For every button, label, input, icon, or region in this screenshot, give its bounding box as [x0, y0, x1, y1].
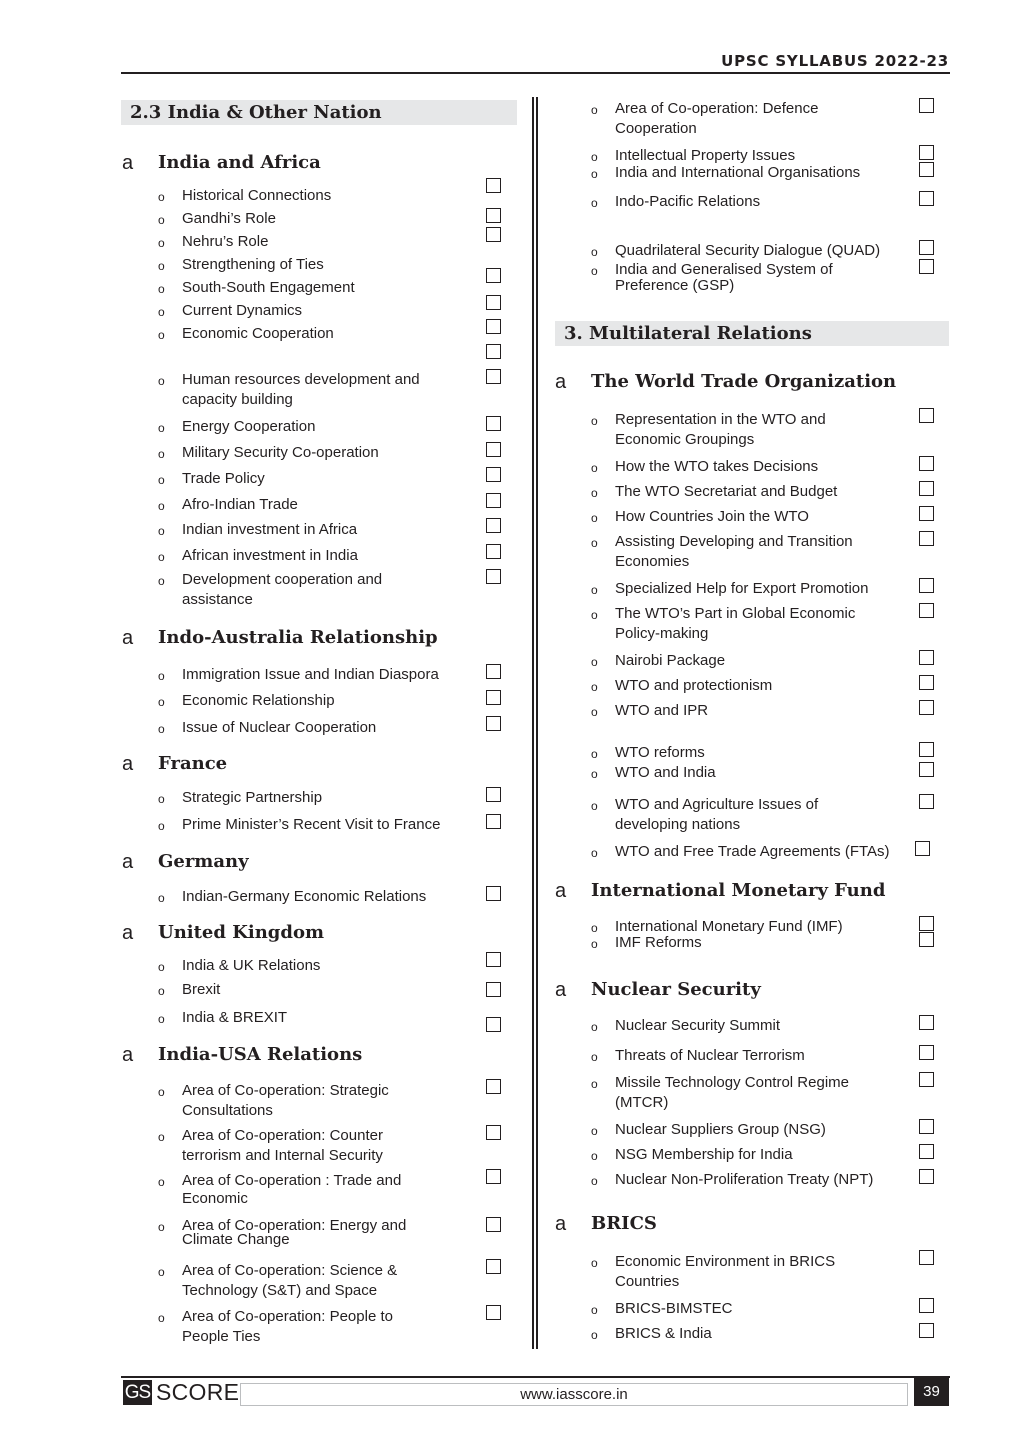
- checkbox[interactable]: [486, 952, 501, 967]
- heading-marker: a: [555, 1213, 567, 1235]
- checkbox[interactable]: [486, 1079, 501, 1094]
- checkbox[interactable]: [486, 1259, 501, 1274]
- checkbox[interactable]: [486, 442, 501, 457]
- bullet-icon: o: [591, 583, 598, 597]
- bullet-icon: o: [158, 722, 165, 736]
- bullet-icon: o: [591, 461, 598, 475]
- checkbox[interactable]: [486, 1217, 501, 1232]
- checkbox[interactable]: [919, 675, 934, 690]
- bullet-icon: o: [591, 705, 598, 719]
- section-title-multilateral-relations: 3. Multilateral Relations: [555, 321, 949, 346]
- bullet-icon: o: [591, 511, 598, 525]
- bullet-icon: o: [591, 767, 598, 781]
- checkbox[interactable]: [486, 569, 501, 584]
- heading-text: India and Africa: [158, 152, 321, 173]
- bullet-icon: o: [158, 695, 165, 709]
- checkbox[interactable]: [919, 603, 934, 618]
- checkbox[interactable]: [486, 268, 501, 283]
- bullet-icon: o: [158, 421, 165, 435]
- heading-text: BRICS: [591, 1213, 657, 1234]
- bullet-icon: o: [158, 574, 165, 588]
- checkbox[interactable]: [919, 1045, 934, 1060]
- logo-score-text: SCORE: [156, 1379, 240, 1405]
- bullet-icon: o: [591, 414, 598, 428]
- checkbox[interactable]: [486, 467, 501, 482]
- checkbox[interactable]: [919, 1015, 934, 1030]
- footer-divider: [121, 1376, 950, 1378]
- bullet-icon: o: [591, 264, 598, 278]
- bullet-icon: o: [591, 486, 598, 500]
- bullet-icon: o: [158, 819, 165, 833]
- bullet-icon: o: [158, 669, 165, 683]
- bullet-icon: o: [591, 167, 598, 181]
- bullet-icon: o: [591, 245, 598, 259]
- checkbox[interactable]: [486, 518, 501, 533]
- bullet-icon: o: [158, 259, 165, 273]
- heading-marker: a: [555, 880, 567, 902]
- column-divider: [532, 97, 538, 1349]
- checkbox[interactable]: [919, 1144, 934, 1159]
- bullet-icon: o: [591, 1149, 598, 1163]
- bullet-icon: o: [158, 1311, 165, 1325]
- checkbox[interactable]: [919, 259, 934, 274]
- checkbox[interactable]: [919, 1323, 934, 1338]
- bullet-icon: o: [158, 305, 165, 319]
- bullet-icon: o: [591, 1328, 598, 1342]
- checkbox[interactable]: [486, 344, 501, 359]
- checkbox[interactable]: [486, 208, 501, 223]
- bullet-icon: o: [158, 960, 165, 974]
- bullet-icon: o: [158, 282, 165, 296]
- bullet-icon: o: [591, 1303, 598, 1317]
- checkbox[interactable]: [486, 814, 501, 829]
- checkbox[interactable]: [919, 1169, 934, 1184]
- bullet-icon: o: [158, 447, 165, 461]
- bullet-icon: o: [158, 190, 165, 204]
- bullet-icon: o: [591, 1174, 598, 1188]
- checkbox[interactable]: [919, 742, 934, 757]
- checkbox[interactable]: [486, 1125, 501, 1140]
- bullet-icon: o: [591, 921, 598, 935]
- bullet-icon: o: [158, 891, 165, 905]
- checkbox[interactable]: [486, 1305, 501, 1320]
- bullet-icon: o: [158, 236, 165, 250]
- checkbox[interactable]: [919, 408, 934, 423]
- bullet-icon: o: [591, 150, 598, 164]
- checkbox[interactable]: [486, 319, 501, 334]
- bullet-icon: o: [591, 1124, 598, 1138]
- bullet-icon: o: [591, 655, 598, 669]
- bullet-icon: o: [158, 1130, 165, 1144]
- heading-text: The World Trade Organization: [591, 371, 897, 392]
- logo-gs-mark: GS: [124, 1382, 151, 1403]
- heading-text: Germany: [158, 851, 249, 872]
- bullet-icon: o: [158, 328, 165, 342]
- bullet-icon: o: [591, 846, 598, 860]
- bullet-icon: o: [591, 1020, 598, 1034]
- bullet-icon: o: [158, 1012, 165, 1026]
- checkbox[interactable]: [486, 369, 501, 384]
- checkbox[interactable]: [919, 1119, 934, 1134]
- checkbox[interactable]: [486, 295, 501, 310]
- checkbox[interactable]: [486, 416, 501, 431]
- bullet-icon: o: [591, 747, 598, 761]
- bullet-icon: o: [158, 984, 165, 998]
- checkbox[interactable]: [919, 191, 934, 206]
- bullet-icon: o: [158, 1220, 165, 1234]
- checkbox[interactable]: [486, 178, 501, 193]
- bullet-icon: o: [591, 536, 598, 550]
- checkbox[interactable]: [919, 531, 934, 546]
- bullet-icon: o: [591, 937, 598, 951]
- bullet-icon: o: [158, 792, 165, 806]
- heading-marker: a: [122, 851, 134, 873]
- checkbox[interactable]: [486, 493, 501, 508]
- bullet-icon: o: [591, 1077, 598, 1091]
- bullet-icon: o: [158, 1085, 165, 1099]
- heading-marker: a: [555, 371, 567, 393]
- bullet-icon: o: [591, 1256, 598, 1270]
- checkbox[interactable]: [486, 690, 501, 705]
- heading-marker: a: [555, 979, 567, 1001]
- bullet-icon: o: [591, 1050, 598, 1064]
- bullet-icon: o: [591, 196, 598, 210]
- bullet-icon: o: [591, 103, 598, 117]
- checkbox[interactable]: [919, 650, 934, 665]
- heading-text: Indo-Australia Relationship: [158, 627, 438, 648]
- checkbox[interactable]: [919, 162, 934, 177]
- website-url[interactable]: www.iasscore.in: [240, 1383, 908, 1406]
- checkbox[interactable]: [915, 841, 930, 856]
- checkbox[interactable]: [486, 886, 501, 901]
- checkbox[interactable]: [486, 982, 501, 997]
- checkbox[interactable]: [486, 1017, 501, 1032]
- checkbox[interactable]: [486, 787, 501, 802]
- heading-text: France: [158, 753, 228, 774]
- heading-marker: a: [122, 152, 134, 174]
- checkbox[interactable]: [919, 1072, 934, 1087]
- checkbox[interactable]: [486, 716, 501, 731]
- checkbox[interactable]: [486, 227, 501, 242]
- checkbox[interactable]: [919, 578, 934, 593]
- bullet-icon: o: [158, 374, 165, 388]
- heading-marker: a: [122, 922, 134, 944]
- bullet-icon: o: [158, 499, 165, 513]
- bullet-icon: o: [591, 608, 598, 622]
- heading-text: International Monetary Fund: [591, 880, 886, 901]
- checkbox[interactable]: [919, 932, 934, 947]
- checkbox[interactable]: [919, 794, 934, 809]
- bullet-icon: o: [158, 1265, 165, 1279]
- bullet-icon: o: [158, 213, 165, 227]
- heading-text: United Kingdom: [158, 922, 325, 943]
- bullet-icon: o: [591, 680, 598, 694]
- checkbox[interactable]: [919, 700, 934, 715]
- checkbox[interactable]: [919, 456, 934, 471]
- page-header-title: UPSC SYLLABUS 2022-23: [721, 52, 949, 70]
- page-number: 39: [914, 1378, 949, 1406]
- checkbox[interactable]: [919, 145, 934, 160]
- checkbox[interactable]: [919, 506, 934, 521]
- checkbox[interactable]: [486, 664, 501, 679]
- checkbox[interactable]: [486, 544, 501, 559]
- section-title-india-other-nation: 2.3 India & Other Nation: [121, 100, 517, 125]
- checkbox[interactable]: [919, 1250, 934, 1265]
- bullet-icon: o: [158, 524, 165, 538]
- checkbox[interactable]: [919, 481, 934, 496]
- bullet-icon: o: [591, 799, 598, 813]
- bullet-icon: o: [158, 1175, 165, 1189]
- bullet-icon: o: [158, 473, 165, 487]
- checkbox[interactable]: [486, 1169, 501, 1184]
- heading-marker: a: [122, 627, 134, 649]
- heading-marker: a: [122, 1044, 134, 1066]
- checkbox[interactable]: [919, 98, 934, 113]
- checkbox[interactable]: [919, 240, 934, 255]
- header-divider: [121, 72, 950, 74]
- bullet-icon: o: [158, 550, 165, 564]
- checkbox[interactable]: [919, 916, 934, 931]
- heading-text: India-USA Relations: [158, 1044, 363, 1065]
- checkbox[interactable]: [919, 762, 934, 777]
- checkbox[interactable]: [919, 1298, 934, 1313]
- heading-text: Nuclear Security: [591, 979, 761, 1000]
- heading-marker: a: [122, 753, 134, 775]
